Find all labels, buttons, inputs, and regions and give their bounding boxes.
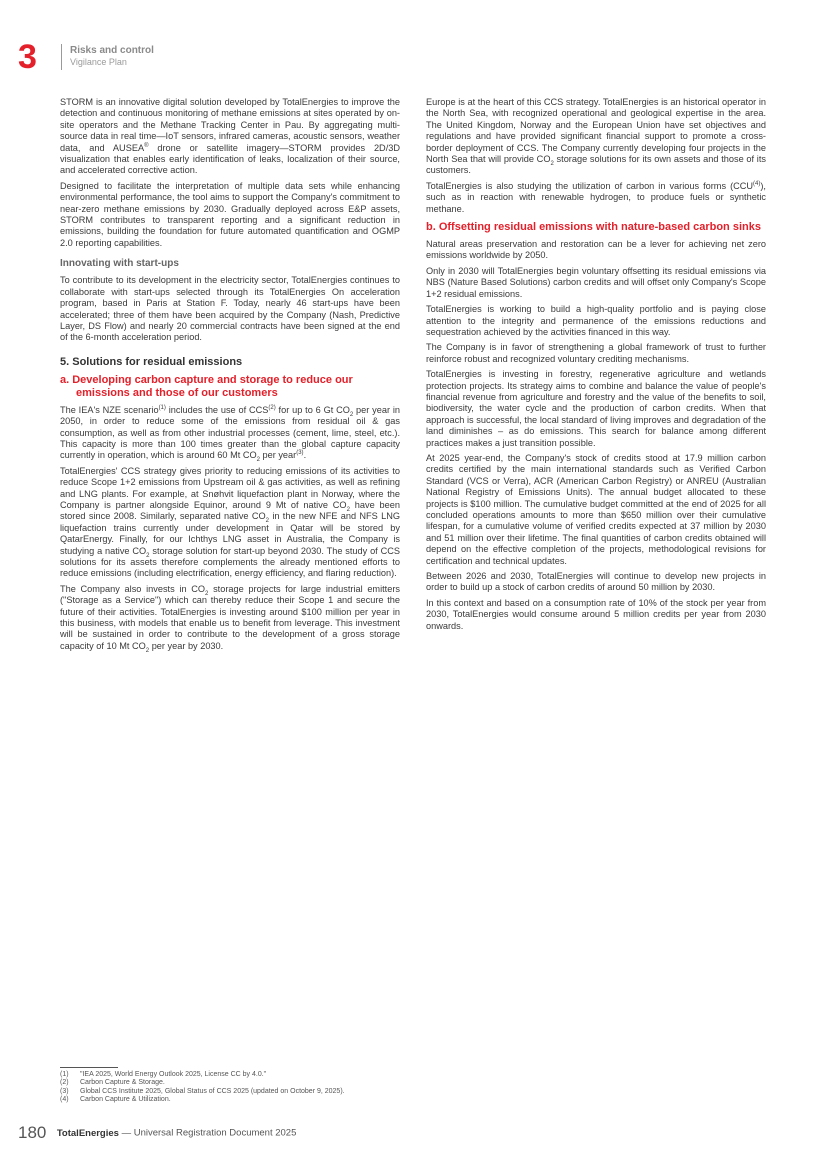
paragraph-2026-2030: Between 2026 and 2030, TotalEnergies will continue to develop new projects in order to build up a stock of carbon credits of around 50 million by 2030.	[426, 571, 766, 593]
paragraph-framework: The Company is in favor of strengthening a global framework of trust to further reinforce robust and recognized voluntary crediting mechanisms.	[426, 342, 766, 364]
footnote-item: (4) Carbon Capture & Utilization.	[60, 1096, 171, 1104]
page-footer	[18, 1123, 296, 1143]
section-5-heading: 5. Solutions for residual emissions	[60, 355, 243, 368]
header-divider	[61, 44, 62, 70]
paragraph-ccs-strategy: TotalEnergies' CCS strategy gives priority to reducing emissions of its activities to reduce Scope 1+2 emissions from Upstream oil & gas activities, as well as refining and LNG plants. For example, at Snøhvit liquefaction plant in Norway, where the Company is partner alongside Equinor, around 9 Mt of native $CO_2$ have been stored since 2008. Similarly, separated native $CO_2$ in the new NFE and NFS LNG liquefaction trains currently under development in Qatar will be stored by QatarEnergy. Finally, for our Ichthys LNG asset in Australia, the Company is studying a native $CO_2$ storage solution for start-up beyond 2030. The study of CCS solutions for its assets therefore complements the already mentioned efforts to reduce emissions (including electrification, energy efficiency, and flaring reduction).	[60, 465, 400, 579]
footnote-rule	[60, 1067, 118, 1068]
paragraph-startups: To contribute to its development in the electricity sector, TotalEnergies continues to collaborate with start-ups selected through its TotalEnergies On acceleration program, based in Paris at Station F. Today, nearly 46 start-ups have been accelerated; three of them have been acquired by the Company (Nash, Predictive Layer, DS Flow) and nearly 20 commercial contracts have been signed at the end of the 6-month acceleration period.	[60, 275, 400, 343]
chapter-title: Risks and control	[70, 45, 154, 56]
footer-brand: TotalEnergies	[56, 1127, 119, 1139]
paragraph-iea-nze: The IEA's NZE scenario$^{(1)}$ includes the use of CCS$^{(2)}$ for up to 6 Gt $CO_2$ per year in 2050, in order to reduce some of the emissions from residual oil & gas consumption, as well as from other industrial processes (cement, lime, steel, etc.). This capacity is more than 100 times greater than the global capture capacity currently in operation, which is around 60 Mt $CO_2$ per year$^{(3)}$.	[60, 404, 400, 464]
paragraph-ccu: TotalEnergies is also studying the utilization of carbon in various forms (CCU$^{(4)}$), such as in reaction with renewable hydrogen, to produce fuels or synthetic methane.	[426, 180, 766, 214]
left-column	[60, 97, 400, 656]
paragraph-offsetting-2030: Only in 2030 will TotalEnergies begin voluntary offsetting its residual emissions via NBS (Nature Based Solutions) carbon credits and will offset only Company's Scope 1+2 residual emissions.	[426, 265, 766, 299]
section-b-heading: b. Offsetting residual emissions with nature-based carbon sinks	[426, 221, 761, 234]
footnote-item: (1) "IEA 2025, World Energy Outlook 2025, License CC by 4.0."	[60, 1071, 267, 1078]
subheading-startups: Innovating with start-ups	[60, 258, 179, 270]
footnote-ref-2: (2)	[268, 404, 276, 411]
footnote-item: (3) Global CCS Institute 2025, Global Status of CCS 2025 (updated on October 9, 2025).	[60, 1087, 345, 1095]
paragraph-storm: STORM is an innovative digital solution developed by TotalEnergies to improve the detection and continuous monitoring of methane emissions at sites operated by on-site operators and the Methane Tracking Center in Pau. By aggregating multi-source data in real time—IoT sensors, infrared cameras, acoustic sensors, weather data, and AUSEA® drone or satellite imagery—STORM provides 2D/3D visualization that enables early identification of leaks, localization of their source, and accelerated corrective action.	[60, 97, 400, 176]
chapter-number: 3	[18, 38, 37, 76]
paragraph-portfolio: TotalEnergies is working to build a high-quality portfolio and is paying close attention to the integrity and permanence of the emissions reductions and sequestration achieved by the activities financed in this way.	[426, 304, 766, 337]
footer-document-title: — Universal Registration Document 2025	[118, 1127, 297, 1139]
paragraph-storm-design: Designed to facilitate the interpretation of multiple data sets while enhancing environmental performance, the tool aims to support the Company's commitment to near-zero methane emissions by 2030. Gradually deployed across E&P assets, STORM contributes to transparent reporting and a significant reduction in emissions, building the foundation for future automated quantification and OGMP 2.0 reporting capabilities.	[60, 180, 400, 248]
section-a-heading: a. Developing carbon capture and storage to reduce our emissions and those of our customers	[60, 373, 353, 399]
paragraph-forestry: TotalEnergies is investing in forestry, regenerative agriculture and wetlands protection projects. Its strategy aims to combine and balance the value of people's financial revenue from agriculture and forestry and the value of the benefits to soil, biodiversity, the water cycle and the production of carbon credits. When that approach is successful, the local standard of living improves and degradation of the land diminishes – as do emissions. This search for balance among different practices makes a just transition possible.	[426, 369, 766, 448]
paragraph-consumption: In this context and based on a consumption rate of 10% of the stock per year from 2030, TotalEnergies would consume around 5 million credits per year from 2030 onwards.	[426, 597, 766, 631]
paragraph-natural-areas: Natural areas preservation and restoration can be a lever for achieving net zero emissions worldwide by 2050.	[426, 239, 766, 261]
paragraph-europe-ccs: Europe is at the heart of this CCS strategy. TotalEnergies is an historical operator in the North Sea, with recognized operational and geological expertise in the area. The United Kingdom, Norway and the European Union have set objectives and regulations and have provided significant financial support to promote a cross-border deployment of CCS. The Company currently developing four projects in the North Sea that will provide $CO_2$ storage solutions for its own assets and those of its customers.	[426, 97, 766, 176]
footnote-ref-4: (4)	[753, 180, 761, 187]
footnotes	[60, 1067, 420, 1105]
footnote-item: (2) Carbon Capture & Storage.	[60, 1079, 165, 1087]
paragraph-storage-service: The Company also invests in $CO_2$ storage projects for large industrial emitters ("Storage as a Service") which can thereby reduce their Scope 1 and secure the future of their activities. TotalEnergies is investing around $100 million per year in this business, with models that enable us to benefit from leverage. This investment will be sustained in order to contribute to the development of a gross storage capacity of 10 Mt $CO_2$ per year by 2030.	[60, 583, 400, 654]
footnote-ref-3: (3)	[296, 450, 304, 457]
paragraph-credits-stock: At 2025 year-end, the Company's stock of credits stood at 17.9 million carbon credits certified by the main international standards such as Verified Carbon Standard (VCS or Verra), ACR (American Carbon Registry) or ANREU (Australian National Registry of Emissions Units). The annual budget allocated to these projects is $100 million. The cumulative budget committed at the end of 2025 for all concluded operations amounts to more than $650 million over their cumulative lifespan, for a cumulative volume of verified credits expected at 37 million by 2030 and 51 million over their lifetime. The final quantities of carbon credits obtained will depend on the effective completion of the projects, methodological revisions for certification and technical updates.	[426, 452, 766, 566]
right-column	[426, 97, 766, 636]
chapter-subtitle: Vigilance Plan	[70, 57, 127, 67]
page-number: 180	[18, 1123, 47, 1142]
footnote-ref-1: (1)	[158, 404, 166, 411]
